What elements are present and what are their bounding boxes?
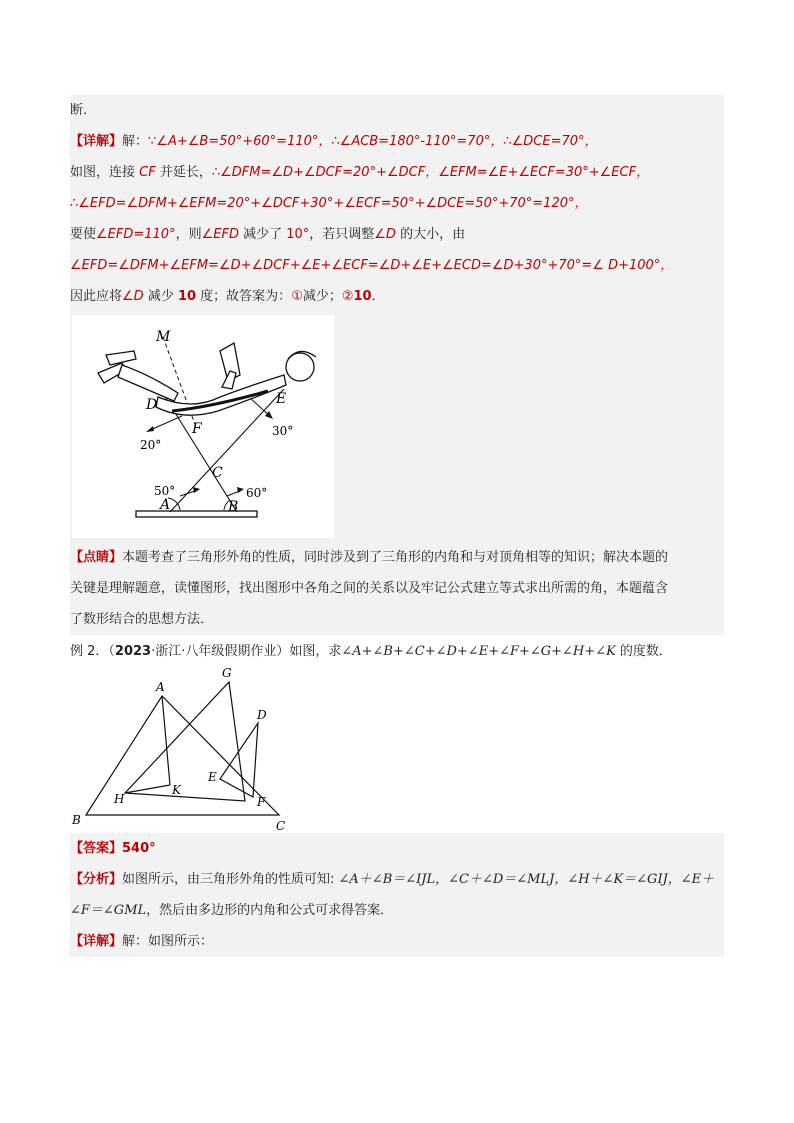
detail-line (70, 926, 724, 957)
label-h: H (114, 792, 125, 806)
text: 度；故答案为： (196, 289, 292, 304)
math-expression: CF (139, 165, 156, 180)
text-line-6 (70, 250, 724, 281)
label-c: C (212, 465, 223, 481)
circled-number: ① (291, 289, 303, 304)
text: 的度数． (615, 644, 672, 659)
label-m: M (156, 329, 171, 345)
segment-ak (162, 696, 170, 785)
text: ·浙江·八年级假期作业）如图，求 (151, 644, 342, 659)
answer-value: 10 (353, 289, 372, 304)
text: 如图，连接 (70, 165, 140, 180)
text: 了数形结合的思想方法． (70, 612, 214, 627)
text-line-7 (70, 281, 724, 312)
text: 关键是理解题意，读懂图形，找出图形中各角之间的关系以及牢记公式建立等式求出所需的角，本题蕴含 (70, 581, 669, 596)
math-expression: ∠EFD=110° (96, 227, 176, 242)
label-f: F (192, 421, 202, 437)
angle-label-60: 60° (246, 486, 268, 500)
answer-line (70, 833, 724, 864)
text: 因此应将 (70, 289, 123, 304)
math-expression: ∠EFD (201, 227, 239, 242)
angle-label-30: 30° (272, 424, 294, 438)
text: 的大小，由 (395, 227, 466, 242)
text: 减少了 (238, 227, 287, 242)
figure-swing-diagram (72, 315, 334, 538)
text: 如图所示，由三角形外角的性质可知: (122, 872, 339, 887)
answer-value: 540° (122, 841, 156, 856)
text-line-point-3 (70, 604, 724, 635)
label-e: E (208, 770, 217, 784)
section-tag-analysis: 【分析】 (70, 872, 123, 887)
math-expression: ∠A＋∠B＝∠IJL，∠C＋∠D＝∠MLJ，∠H＋∠K＝∠GIJ，∠E＋ (338, 872, 715, 887)
label-g: G (222, 666, 232, 680)
math-expression: ∠EFD=∠DFM+∠EFM=∠D+∠DCF+∠E+∠ECF=∠D+∠E+∠ECD=∠D+30°+70°=∠ D+100°， (70, 258, 674, 273)
text-line-2 (70, 126, 724, 157)
text: 减少； (302, 289, 342, 304)
text: 并延长， (155, 165, 212, 180)
text: ． (371, 289, 385, 304)
text: ，然后由多边形的内角和公式可求得答案． (146, 903, 394, 918)
label-b: B (72, 813, 81, 827)
text-line-1 (70, 95, 724, 126)
text-line-3 (70, 157, 724, 188)
example-2-question (70, 636, 724, 667)
text: 解：如图所示： (122, 934, 214, 949)
label-b: B (228, 499, 239, 515)
text-line-4 (70, 188, 724, 219)
math-expression: ∠A+∠B+∠C+∠D+∠E+∠F+∠G+∠H+∠K (341, 644, 616, 659)
math-expression: ∠D (122, 289, 144, 304)
text: 要使 (70, 227, 97, 242)
text-line-point-1 (70, 542, 724, 573)
text: ，则 (175, 227, 202, 242)
text-line-5 (70, 219, 724, 250)
section-tag-answer: 【答案】 (70, 841, 123, 856)
text: 减少 (143, 289, 178, 304)
text: 断． (70, 103, 97, 118)
math-expression: 10 (177, 289, 197, 304)
math-expression: ∵∠A+∠B=50°+60°=110°，∴∠ACB=180°-110°=70°，∴∠DCE=70°， (148, 134, 598, 149)
label-k: K (172, 783, 181, 797)
math-expression: ∠D (374, 227, 396, 242)
section-tag-detail: 【详解】 (70, 134, 123, 149)
figure-background (72, 315, 334, 538)
text: 解： (122, 134, 149, 149)
year: 2023 (114, 644, 152, 659)
section-tag-detail: 【详解】 (70, 934, 123, 949)
math-expression: ∴∠EFD=∠DFM+∠EFM=20°+∠DCF+30°+∠ECF=50°+∠DCE=50°+70°=120°， (70, 196, 588, 211)
label-f: F (257, 795, 266, 809)
section-tag-point: 【点睛】 (70, 550, 123, 565)
angle-label-20: 20° (140, 438, 162, 452)
analysis-line-2 (70, 895, 724, 926)
text-line-point-2 (70, 573, 724, 604)
label-a: A (156, 680, 165, 694)
label-e: E (276, 391, 287, 407)
label-d: D (146, 397, 158, 413)
label-c: C (276, 819, 286, 833)
text: 本题考查了三角形外角的性质，同时涉及到了三角形的内角和与对顶角相等的知识；解决本题的 (122, 550, 669, 565)
math-expression: ∴∠DFM=∠D+∠DCF=20°+∠DCF，∠EFM=∠E+∠ECF=30°+∠ECF， (211, 165, 650, 180)
text: ，若只调整 (309, 227, 375, 242)
label-a: A (160, 497, 171, 513)
figure-triangles-diagram (70, 664, 294, 834)
base-plate (136, 511, 257, 517)
label-d: D (257, 708, 267, 722)
math-expression: ∠F＝∠GML (70, 903, 147, 918)
math-expression: 10° (286, 227, 310, 242)
circled-number: ② (341, 289, 354, 304)
angle-label-50: 50° (154, 484, 176, 498)
analysis-line-1 (70, 864, 724, 895)
text: 例 2．（ (70, 644, 115, 659)
